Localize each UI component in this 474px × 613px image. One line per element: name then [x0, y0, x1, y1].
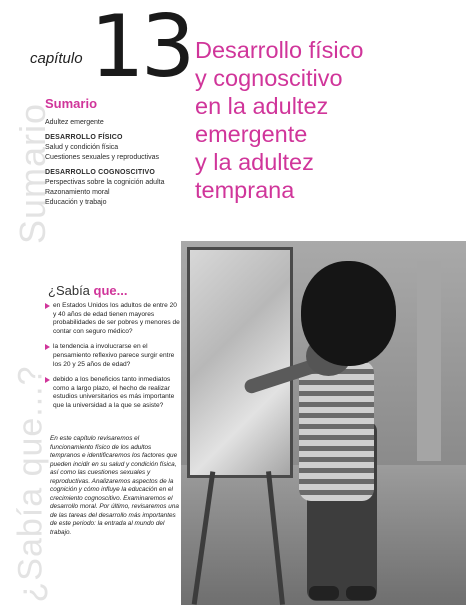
- title-line: y la adultez: [195, 149, 314, 175]
- chapter-label: capítulo: [30, 50, 83, 67]
- left-column: [8, 8, 192, 605]
- photo-pillar: [417, 261, 441, 461]
- toc-item: Cuestiones sexuales y reproductivas: [45, 154, 160, 161]
- sumario-heading: Sumario: [45, 96, 98, 111]
- sabia-prefix: ¿Sabía: [48, 283, 94, 298]
- title-line: en la adultez: [195, 93, 329, 119]
- toc-item: Razonamiento moral: [45, 189, 110, 196]
- child-striped-shirt: [299, 361, 374, 501]
- bullet-triangle-icon: [45, 377, 50, 383]
- toc-section-heading: DESARROLLO FÍSICO: [45, 134, 123, 141]
- title-line: emergente: [195, 121, 308, 147]
- sabia-watermark: ¿Sabía que...?: [11, 365, 50, 603]
- bullet-triangle-icon: [45, 344, 50, 350]
- list-item: [44, 343, 180, 369]
- title-line: Desarrollo físico: [195, 37, 364, 63]
- toc-item: Salud y condición física: [45, 144, 119, 151]
- chapter-photo: [181, 241, 466, 605]
- chapter-opener-page: [8, 8, 466, 605]
- easel-canvas: [187, 247, 293, 478]
- bullet-triangle-icon: [45, 303, 50, 309]
- chapter-intro-text: En este capítulo revisaremos el funcionamiento físico de los adultos tempranos e identificaremos los factores que pueden incidir en su salud y condición física, así como las cuestiones sexuales y reproductivas. Analizaremos aspectos de la cognición y cómo influye la educación en el crecimiento cognoscitivo. Examinaremos el desarrollo moral. Por último, revisaremos una de las tareas del desarrollo más importantes de este periodo: la entrada al mundo del trabajo.: [50, 435, 179, 536]
- bullet-text: en Estados Unidos los adultos de entre 20 y 40 años de edad tienen mayores probabilidades de ser pobres y menores de contar con seguro médico?: [53, 302, 180, 335]
- child-shoe: [346, 586, 376, 600]
- list-item: [44, 302, 180, 336]
- bullet-text: debido a los beneficios tanto inmediatos como a largo plazo, el hecho de realizar estudios universitarios es más importante que la universidad a la que se asiste?: [53, 376, 175, 409]
- chapter-title: [195, 36, 455, 204]
- table-of-contents: [45, 118, 180, 208]
- sabia-bullet-list: [44, 302, 180, 418]
- chapter-number: 13: [90, 8, 192, 97]
- toc-item: Perspectivas sobre la cognición adulta: [45, 179, 165, 186]
- title-line: y cognoscitivo: [195, 65, 343, 91]
- list-item: [44, 376, 180, 410]
- toc-item: Educación y trabajo: [45, 199, 107, 206]
- toc-section-heading: DESARROLLO COGNOSCITIVO: [45, 169, 155, 176]
- child-shoe: [309, 586, 339, 600]
- sabia-highlight: que...: [93, 283, 128, 298]
- bullet-text: la tendencia a involucrarse en el pensamiento reflexivo parece surgir entre los 20 y 25 años de edad?: [53, 343, 175, 368]
- toc-item: Adultez emergente: [45, 119, 104, 126]
- sabia-heading: [48, 283, 127, 298]
- child-hair: [301, 261, 396, 366]
- sumario-watermark: Sumario: [12, 102, 53, 244]
- title-line: temprana: [195, 177, 295, 203]
